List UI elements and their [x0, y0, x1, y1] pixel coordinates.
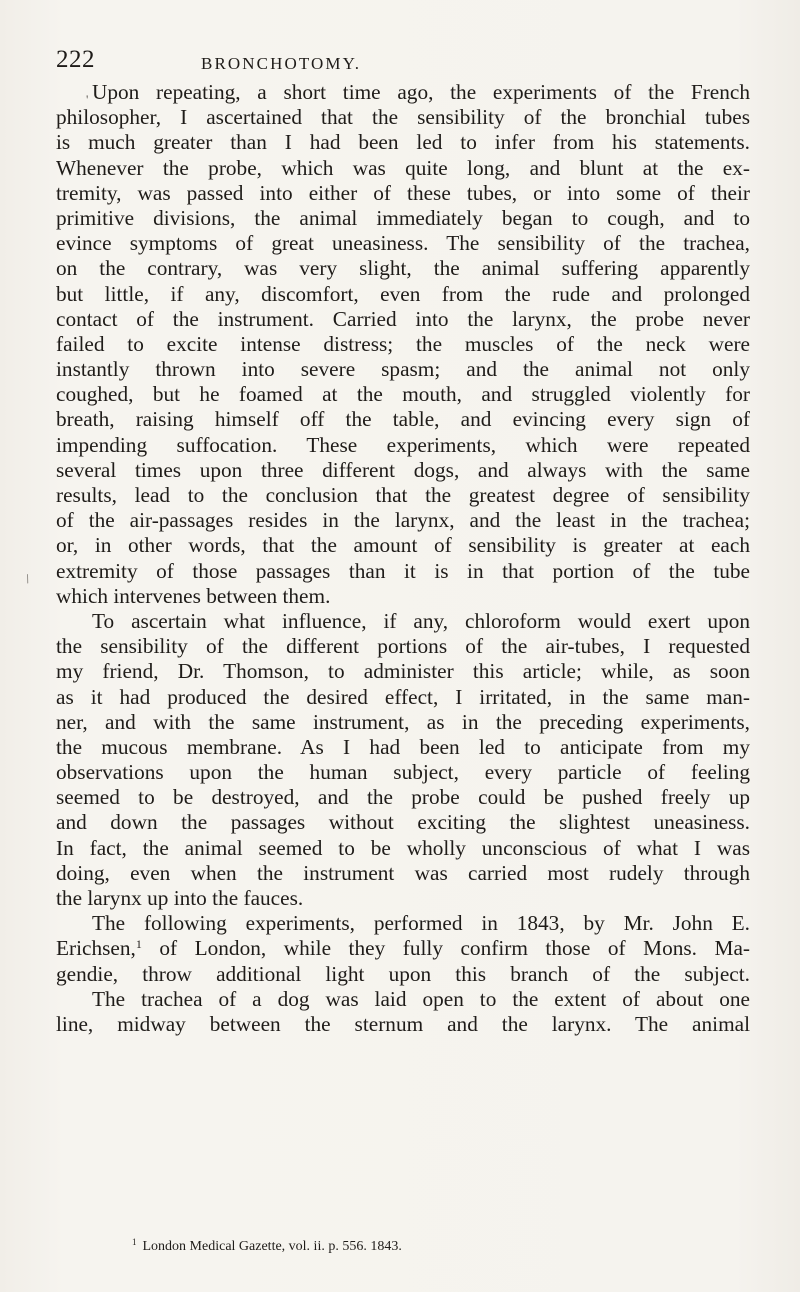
text-line-continuation: of London, while they fully confirm those of Mons. Ma-: [141, 936, 750, 961]
text-line: The following experiments, performed in 1843, by Mr. John E.: [92, 911, 750, 936]
page-number: 222: [56, 46, 95, 73]
text-line: Whenever the probe, which was quite long, and blunt at the ex-: [56, 155, 750, 180]
footnote-reference: 1: [135, 937, 142, 952]
text-line: the larynx up into the fauces.: [56, 886, 304, 910]
margin-mark: ': [86, 92, 89, 107]
text-line: ner, and with the same instrument, as in the preceding experiments,: [56, 709, 750, 734]
text-line: extremity of those passages than it is in that portion of the tube: [56, 558, 750, 583]
text-line: instantly thrown into severe spasm; and the animal not only: [56, 357, 750, 382]
text-line: but little, if any, discomfort, even from the rude and prolonged: [56, 281, 750, 306]
text-line: To ascertain what influence, if any, chloroform would exert upon: [92, 608, 750, 633]
text-line: as it had produced the desired effect, I irritated, in the same man-: [56, 684, 750, 709]
footnote-text: London Medical Gazette, vol. ii. p. 556. 1843.: [142, 1239, 402, 1254]
text-line: or, in other words, that the amount of sensibility is greater at each: [56, 533, 750, 558]
text-line: contact of the instrument. Carried into the larynx, the probe never: [56, 306, 750, 331]
margin-mark: /: [23, 570, 32, 587]
text-line: the mucous membrane. As I had been led to anticipate from my: [56, 734, 750, 759]
text-line: the sensibility of the different portions of the air-tubes, I requested: [56, 634, 750, 659]
text-line: which intervenes between them.: [56, 583, 331, 608]
text-line: coughed, but he foamed at the mouth, and struggled violently for: [56, 382, 750, 407]
author-name: Erichsen,: [56, 936, 136, 961]
text-line: evince symptoms of great uneasiness. The sensibility of the trachea,: [56, 231, 750, 256]
text-line: primitive divisions, the animal immediately began to cough, and to: [56, 205, 750, 230]
text-line: failed to excite intense distress; the muscles of the neck were: [56, 331, 750, 356]
footnote: [132, 1234, 402, 1255]
text-line: results, lead to the conclusion that the greatest degree of sensibility: [56, 483, 750, 507]
text-line: Upon repeating, a short time ago, the experiments of the French: [92, 80, 750, 104]
text-line: my friend, Dr. Thomson, to administer this article; while, as soon: [56, 659, 750, 684]
page-header: [56, 46, 750, 80]
text-line: tremity, was passed into either of these tubes, or into some of their: [56, 180, 750, 205]
text-line: impending suffocation. These experiments, which were repeated: [56, 432, 750, 457]
footnote-marker: 1: [132, 1237, 137, 1247]
running-head: BRONCHOTOMY.: [201, 54, 362, 73]
text-line: is much greater than I had been led to infer from his statements.: [56, 130, 750, 155]
text-line: breath, raising himself off the table, and evincing every sign of: [56, 407, 750, 432]
text-line: observations upon the human subject, every particle of feeling: [56, 760, 750, 785]
text-line: and down the passages without exciting the slightest uneasiness.: [56, 810, 750, 835]
text-line: The trachea of a dog was laid open to the extent of about one: [92, 986, 750, 1011]
text-line: of the air-passages resides in the larynx, and the least in the trachea;: [56, 508, 750, 533]
text-line: seemed to be destroyed, and the probe could be pushed freely up: [56, 785, 750, 810]
text-line: In fact, the animal seemed to be wholly unconscious of what I was: [56, 835, 750, 860]
text-line: philosopher, I ascertained that the sensibility of the bronchial tubes: [56, 105, 750, 130]
body-text: [56, 80, 750, 1037]
text-line: several times upon three different dogs, and always with the same: [56, 457, 750, 482]
text-line: gendie, throw additional light upon this branch of the subject.: [56, 961, 750, 986]
text-line: line, midway between the sternum and the larynx. The animal: [56, 1011, 750, 1036]
text-line: on the contrary, was very slight, the animal suffering apparently: [56, 256, 750, 281]
text-line: [56, 936, 750, 961]
text-line: doing, even when the instrument was carried most rudely through: [56, 860, 750, 885]
